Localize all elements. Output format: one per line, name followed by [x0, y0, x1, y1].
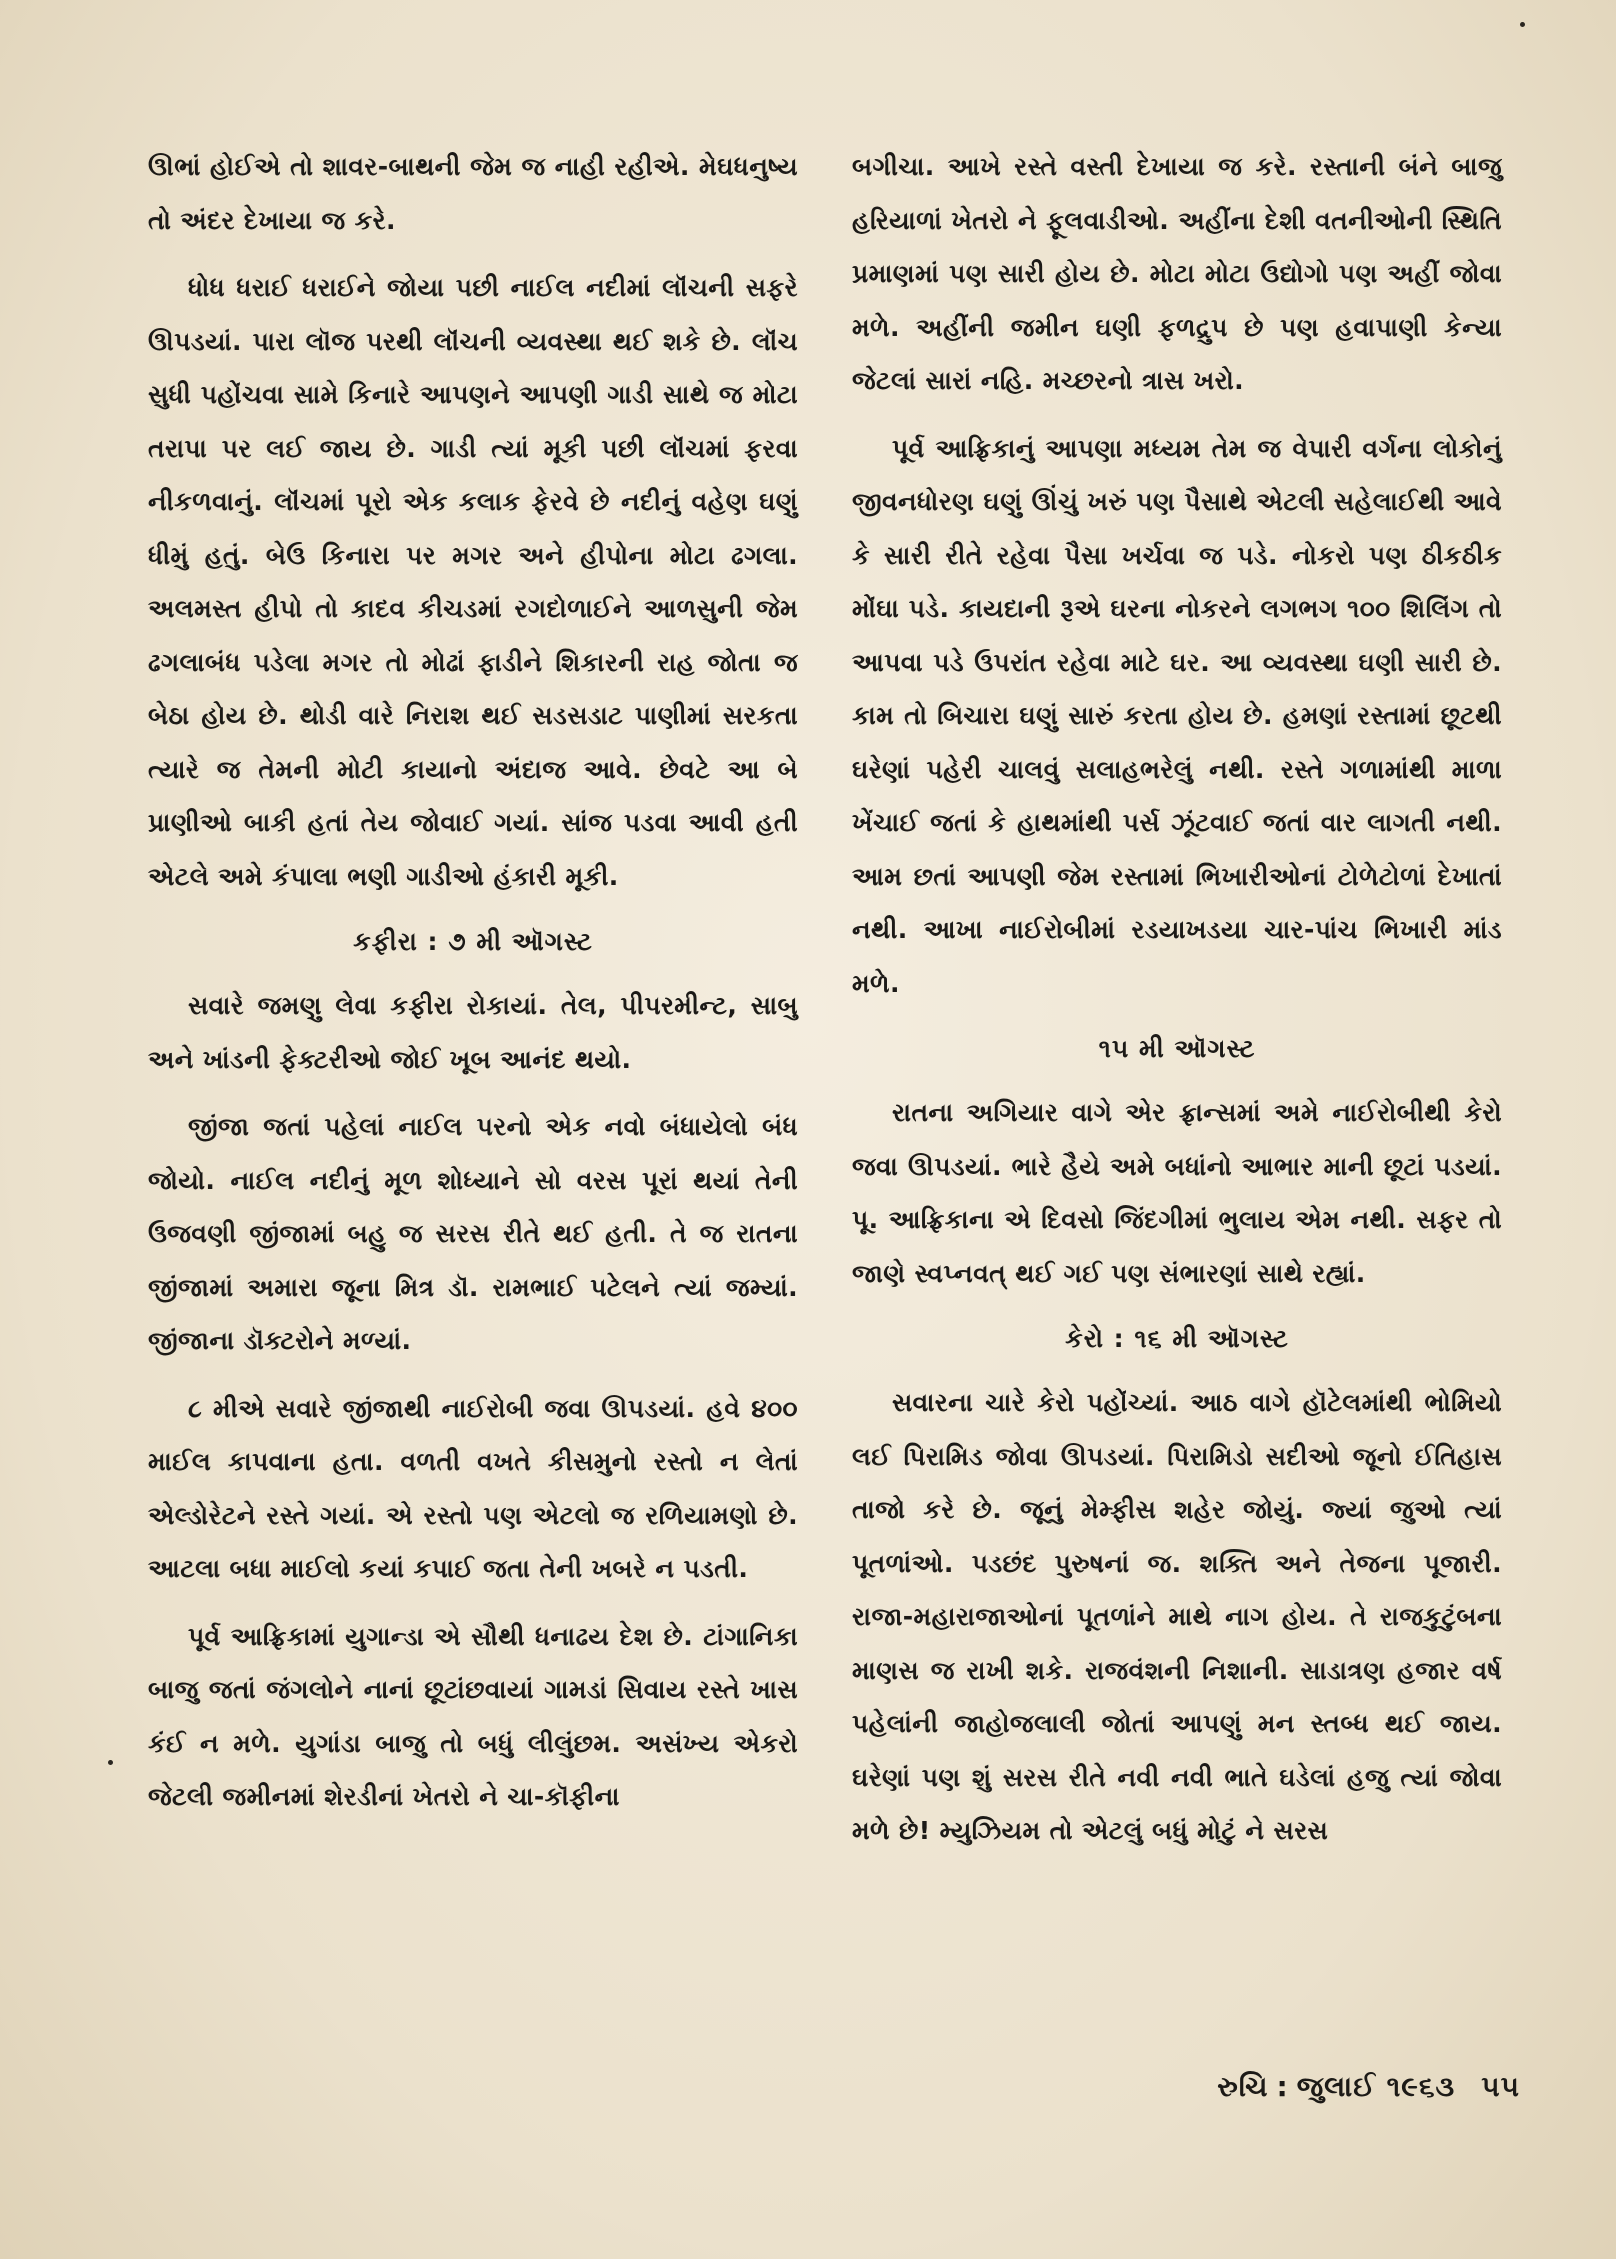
page-number: ૫૫: [1481, 2070, 1520, 2103]
right-column: [852, 140, 1502, 1872]
section-heading-cairo: કેરો : ૧૬ મી ઑગસ્ટ: [1065, 1324, 1289, 1353]
paragraph: સવારના ચારે કેરો પહોંચ્યાં. આઠ વાગે હૉટેલમાંથી ભોમિયો લઈ પિરામિડ જોવા ઊપડયાં. પિરામિડો સદીઓ જૂનો ઈતિહાસ તાજો કરે છે. જૂનું મેમ્ફીસ શહેર જોયું. જ્યાં જુઓ ત્યાં પૂતળાંઓ. પડછંદ પુરુષનાં જ. શક્તિ અને તેજના પૂજારી. રાજા-મહારાજાઓનાં પૂતળાંને માથે નાગ હોય. તે રાજકુટુંબના માણસ જ રાખી શકે. રાજવંશની નિશાની. સાડાત્રણ હજાર વર્ષ પહેલાંની જાહોજલાલી જોતાં આપણું મન સ્તબ્ધ થઈ જાય. ઘરેણાં પણ શું સરસ રીતે નવી નવી ભાતે ઘડેલાં હજુ ત્યાં જોવા મળે છે! મ્યુઝિયમ તો એટલું બધું મોટું ને સરસ: [852, 1388, 1502, 1845]
print-speck: [108, 1760, 113, 1765]
issue-date: જુલાઈ ૧૯૬૩: [1296, 2070, 1456, 2103]
paragraph: રાતના અગિયાર વાગે એર ફ્રાન્સમાં અમે નાઈરોબીથી કેરો જવા ઊપડયાં. ભારે હૈયે અમે બધાંનો આભાર માની છૂટાં પડયાં. પૂ. આફ્રિકાના એ દિવસો જિંદગીમાં ભુલાય એમ નથી. સફર તો જાણે સ્વપ્નવત્ થઈ ગઈ પણ સંભારણાં સાથે રહ્યાં.: [852, 1098, 1502, 1288]
publication-name: રુચિ: [1217, 2070, 1269, 2103]
section-heading-15-august: ૧૫ મી ઑગસ્ટ: [1098, 1034, 1256, 1063]
paragraph: પૂર્વ આફ્રિકાનું આપણા મધ્યમ તેમ જ વેપારી વર્ગના લોકોનું જીવનધોરણ ઘણું ઊંચું ખરું પણ પૈસાથે એટલી સહેલાઈથી આવે કે સારી રીતે રહેવા પૈસા ખર્ચવા જ પડે. નોકરો પણ ઠીકઠીક મોંઘા પડે. કાયદાની રૂએ ઘરના નોકરને લગભગ ૧૦૦ શિલિંગ તો આપવા પડે ઉપરાંત રહેવા માટે ઘર. આ વ્યવસ્થા ઘણી સારી છે. કામ તો બિચારા ઘણું સારું કરતા હોય છે. હમણાં રસ્તામાં છૂટથી ઘરેણાં પહેરી ચાલવું સલાહભરેલું નથી. રસ્તે ગળામાંથી માળા ખેંચાઈ જતાં કે હાથમાંથી પર્સ ઝૂંટવાઈ જતાં વાર લાગતી નથી. આમ છતાં આપણી જેમ રસ્તામાં ભિખારીઓનાં ટોળેટોળાં દેખાતાં નથી. આખા નાઈરોબીમાં રડયાખડયા ચાર-પાંચ ભિખારી માંડ મળે.: [852, 433, 1502, 998]
left-column: [148, 140, 798, 1838]
paragraph: ધોધ ધરાઈ ધરાઈને જોયા પછી નાઈલ નદીમાં લૉંચની સફરે ઊપડયાં. પારા લૉજ પરથી લૉંચની વ્યવસ્થા થઈ શકે છે. લૉંચ સુધી પહોંચવા સામે કિનારે આપણને આપણી ગાડી સાથે જ મોટા તરાપા પર લઈ જાય છે. ગાડી ત્યાં મૂકી પછી લૉંચમાં ફરવા નીકળવાનું. લૉંચમાં પૂરો એક કલાક ફેરવે છે નદીનું વહેણ ઘણું ધીમું હતું. બેઉ કિનારા પર મગર અને હીપોના મોટા ઢગલા. અલમસ્ત હીપો તો કાદવ કીચડમાં રગદોળાઈને આળસુની જેમ ઢગલાબંધ પડેલા મગર તો મોઢાં ફાડીને શિકારની રાહ જોતા જ બેઠા હોય છે. થોડી વારે નિરાશ થઈ સડસડાટ પાણીમાં સરકતા ત્યારે જ તેમની મોટી કાયાનો અંદાજ આવે. છેવટે આ બે પ્રાણીઓ બાકી હતાં તેય જોવાઈ ગયાં. સાંજ પડવા આવી હતી એટલે અમે કંપાલા ભણી ગાડીઓ હંકારી મૂકી.: [148, 273, 798, 891]
paragraph: ઊભાં હોઈએ તો શાવર-બાથની જેમ જ નાહી રહીએ. મેઘધનુષ્ય તો અંદર દેખાયા જ કરે.: [148, 152, 798, 235]
paragraph: સવારે જમણુ લેવા કફીરા રોકાયાં. તેલ, પીપરમીન્ટ, સાબુ અને ખાંડની ફેક્ટરીઓ જોઈ ખૂબ આનંદ થયો.: [148, 991, 798, 1074]
paragraph: જીંજા જતાં પહેલાં નાઈલ પરનો એક નવો બંધાયેલો બંધ જોયો. નાઈલ નદીનું મૂળ શોધ્યાને સો વરસ પૂરાં થયાં તેની ઉજવણી જીંજામાં બહુ જ સરસ રીતે થઈ હતી. તે જ રાતના જીંજામાં અમારા જૂના મિત્ર ડૉ. રામભાઈ પટેલને ત્યાં જમ્યાં. જીંજાના ડૉક્ટરોને મળ્યાં.: [148, 1112, 798, 1355]
paragraph: બગીચા. આખે રસ્તે વસ્તી દેખાયા જ કરે. રસ્તાની બંને બાજુ હરિયાળાં ખેતરો ને ફૂલવાડીઓ. અહીંના દેશી વતનીઓની સ્થિતિ પ્રમાણમાં પણ સારી હોય છે. મોટા મોટા ઉદ્યોગો પણ અહીં જોવા મળે. અહીંની જમીન ઘણી ફળદ્રુપ છે પણ હવાપાણી કેન્યા જેટલાં સારાં નહિ. મચ્છરનો ત્રાસ ખરો.: [852, 152, 1502, 395]
section-heading-kafira: કફીરા : ૭ મી ઑગસ્ટ: [353, 927, 593, 956]
page-footer: [1100, 2070, 1520, 2104]
print-speck: [1520, 22, 1525, 27]
paragraph: ૮ મીએ સવારે જીંજાથી નાઈરોબી જવા ઊપડયાં. હવે ૪૦૦ માઈલ કાપવાના હતા. વળતી વખતે કીસમુનો રસ્તો ન લેતાં એલ્ડોરેટને રસ્તે ગયાં. એ રસ્તો પણ એટલો જ રળિયામણો છે. આટલા બધા માઈલો કયાં કપાઈ જતા તેની ખબરે ન પડતી.: [148, 1393, 798, 1583]
paragraph: પૂર્વ આફ્રિકામાં યુગાન્ડા એ સૌથી ધનાઢય દેશ છે. ટાંગાનિકા બાજુ જતાં જંગલોને નાનાં છૂટાંછવાયાં ગામડાં સિવાય રસ્તે ખાસ કંઈ ન મળે. યુગાંડા બાજુ તો બધું લીલુંછમ. અસંખ્ય એકરો જેટલી જમીનમાં શેરડીનાં ખેતરો ને ચા-કૉફીના: [148, 1621, 798, 1811]
footer-separator: :: [1276, 2070, 1289, 2103]
